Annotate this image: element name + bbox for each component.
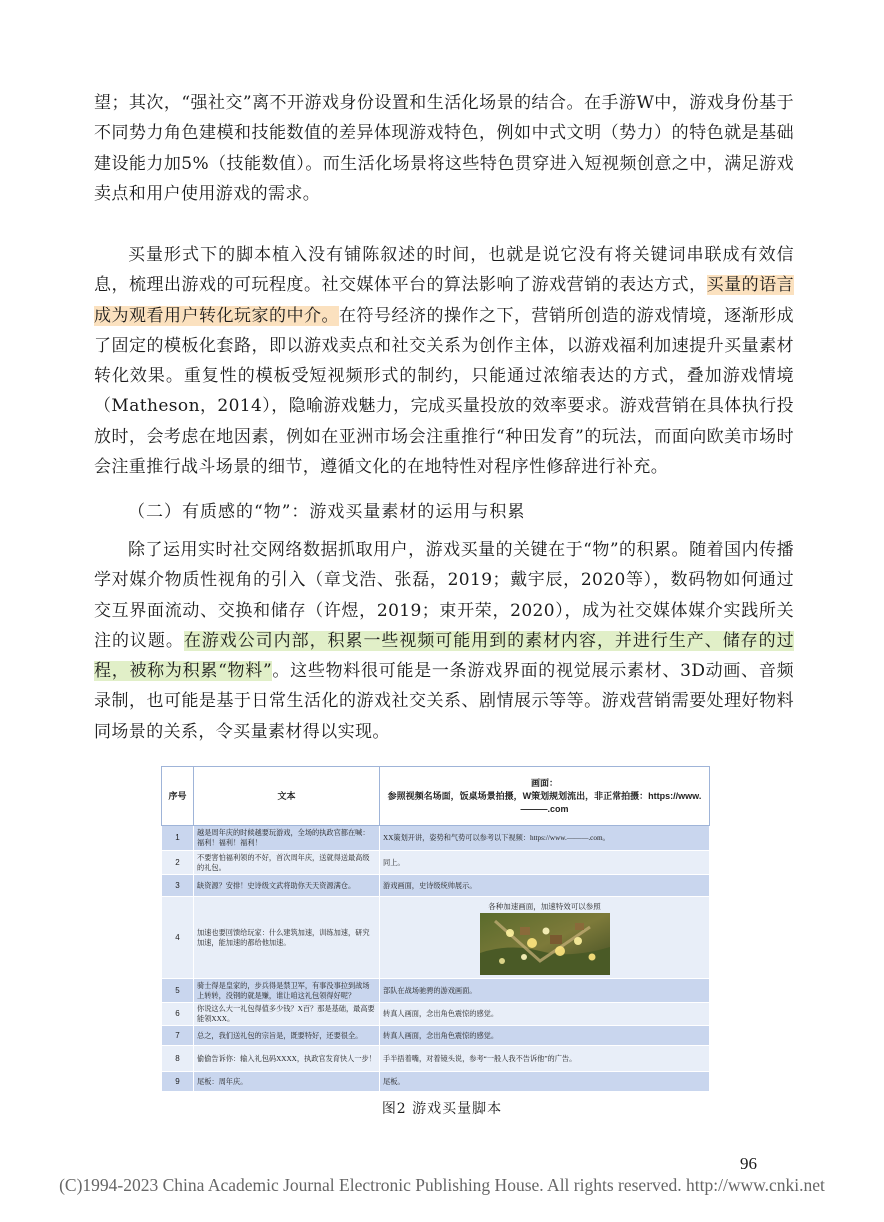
row-text: 加速也要回馈给玩家：什么建筑加速，训练加速，研究加速，能加速的都给他加速。 [194,897,380,979]
paragraph-2-text-b: 在符号经济的操作之下，营销所创造的游戏情境，逐渐形成了固定的模板化套路，即以游戏卖点和社交关系为创作主体，以游戏福利加速提升买量素材转化效果。重复性的模板受短视频形式的制约，只能通过浓缩表达的方式，叠加游戏情境（Matheson，2014），隐喻游戏魅力，完成买量投放的效率要求。游戏营销在具体执行投放时，会考虑在地因素，例如在亚洲市场会注重推行“种田发育”的玩法，而面向欧美市场时会注重推行战斗场景的细节，遵循文化的在地特性对程序性修辞进行补充。 [94,305,794,478]
row-number: 1 [162,826,194,851]
copyright-footer: (C)1994-2023 China Academic Journal Electronic Publishing House. All rights reserved. http://www.cnki.net [59,1175,825,1195]
row-scene: 游戏画面，史诗级统帅展示。 [380,875,710,897]
paragraph-2 [94,240,794,482]
scene-frame-caption: 各种加速画面，加速特效可以参照 [488,901,601,911]
header-scene-line1: 画面： [530,777,558,788]
table-row [162,1026,710,1046]
page-number: 96 [740,1154,757,1173]
row-number: 8 [162,1046,194,1072]
row-number: 4 [162,897,194,979]
paragraph-2-text-a: 买量形式下的脚本植入没有铺陈叙述的时间，也就是说它没有将关键词串联成有效信息，梳理出游戏的可玩程度。社交媒体平台的算法影响了游戏营销的表达方式， [94,245,794,296]
table-row [162,875,710,897]
header-scene [380,767,710,826]
header-text: 文本 [194,767,380,826]
row-text: 你说这么大一礼包得值多少钱？X百？那是基础，最高要能领XXX。 [194,1003,380,1026]
row-scene: 手半捂着嘴，对着镜头说，参考“一般人我不告诉他”的广告。 [380,1046,710,1072]
table-row [162,826,710,851]
figure-caption: 图2 游戏买量脚本 [381,1101,503,1117]
table-row [162,979,710,1003]
paragraph-3-text-a: 除了运用实时社交网络数据抓取用户，游戏买量的关键在于“物”的积累。随着国内传播学对媒介物质性视角的引入（章戈浩、张磊，2019；戴宇辰，2020等），数码物如何通过交互界面流动、交换和储存（许煜，2019；束开荣，2020），成为社交媒体媒介实践所关注的议题。 [94,540,794,651]
row-number: 2 [162,851,194,875]
row-scene [380,897,710,979]
row-text: 越是周年庆的时候越要玩游戏，全场的执政官都在喊：福利！福利！福利！ [194,826,380,851]
table-row [162,1046,710,1072]
row-scene: 同上。 [380,851,710,875]
row-number: 5 [162,979,194,1003]
row-text: 不要害怕福利领的不好，首次周年庆，送就得送最高级的礼包。 [194,851,380,875]
row-number: 6 [162,1003,194,1026]
row-number: 3 [162,875,194,897]
header-number: 序号 [162,767,194,826]
header-scene-line2: 参照视频名场面，饭桌场景拍摄，W策划规划流出，非正常拍摄：https://www.———.com [387,790,702,814]
row-scene: 部队在战场驰骋的游戏画面。 [380,979,710,1003]
table-row [162,897,710,979]
table-row [162,1003,710,1026]
row-scene: XX策划开讲，姿势和气势可以参考以下视频：https://www.———.com。 [380,826,710,851]
table-header-row [162,767,710,826]
game-screenshot-image [480,913,610,975]
row-number: 7 [162,1026,194,1046]
row-text: 总之，我们送礼包的宗旨是，既要特好，还要很全。 [194,1026,380,1046]
row-number: 9 [162,1072,194,1092]
paragraph-1: 望；其次，“强社交”离不开游戏身份设置和生活化场景的结合。在手游W中，游戏身份基于不同势力角色建模和技能数值的差异体现游戏特色，例如中式文明（势力）的特色就是基础建设能力加5%（技能数值）。而生活化场景将这些特色贯穿进入短视频创意之中，满足游戏卖点和用户使用游戏的需求。 [94,93,794,204]
table-row [162,1072,710,1092]
table-row [162,851,710,875]
row-scene: 尾板。 [380,1072,710,1092]
section-heading: （二）有质感的“物”：游戏买量素材的运用与积累 [128,502,526,522]
row-scene: 转真人画面，念出角色震惊的感觉。 [380,1026,710,1046]
row-text: 缺资源？安排！史诗级文武将助你天天资源满仓。 [194,875,380,897]
paragraph-3 [94,535,794,747]
row-text: 尾板：周年庆。 [194,1072,380,1092]
paragraph-3-text-b: 。这些物料很可能是一条游戏界面的视觉展示素材、3D动画、音频录制，也可能是基于日常生活化的游戏社交关系、剧情展示等等。游戏营销需要处理好物料同场景的关系，令买量素材得以实现。 [94,661,794,742]
highlight-orange: 买量的语言成为观看用户转化玩家的中介。 [94,275,795,326]
script-table [161,766,710,1092]
highlight-green: 在游戏公司内部，积累一些视频可能用到的素材内容，并进行生产、储存的过程，被称为积累“物料” [94,630,795,682]
scene-frame [383,899,706,977]
row-text: 偷偷告诉你：输入礼包码XXXX，执政官发育快人一步！ [194,1046,380,1072]
row-scene: 转真人画面，念出角色震惊的感觉。 [380,1003,710,1026]
row-text: 骑士得是皇家的，步兵得是禁卫军，有事没事拉到战场上转转，没钢的就是赚，谁让咱这礼包领得好呢？ [194,979,380,1003]
